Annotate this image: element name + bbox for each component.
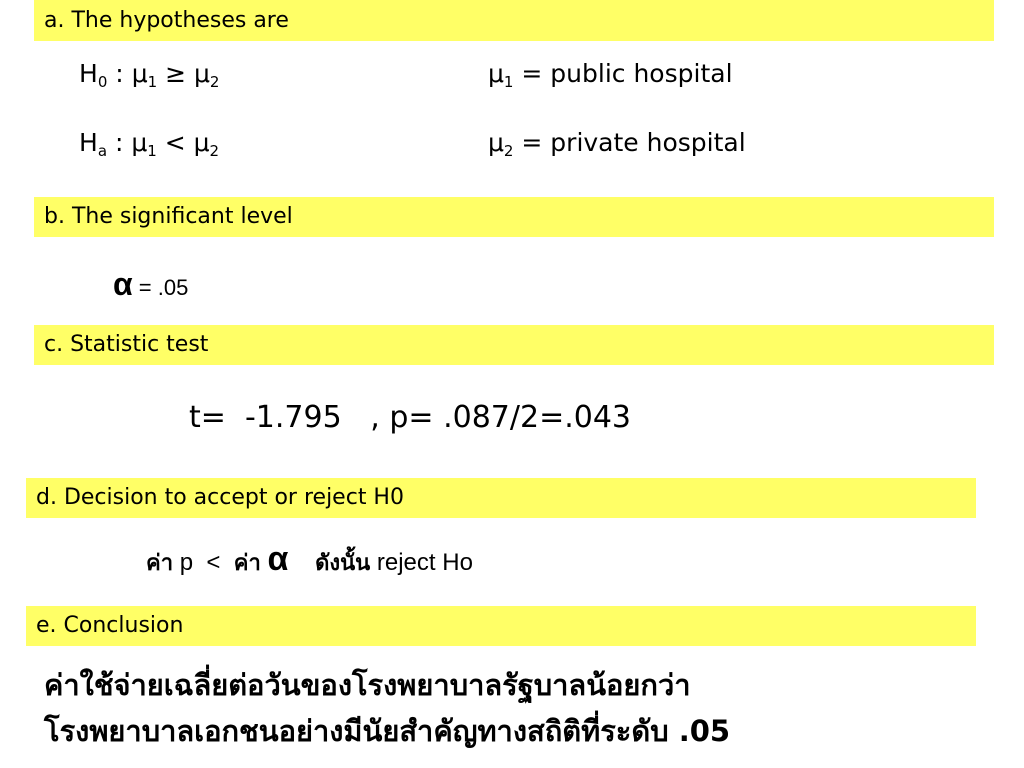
colon: : — [107, 59, 132, 88]
p-label: ค่า — [146, 551, 174, 576]
alpha-symbol: α — [267, 540, 289, 578]
colon: : — [107, 128, 132, 157]
mu-symbol: μ — [131, 128, 148, 157]
h-symbol: H — [79, 128, 98, 157]
alpha-label: ค่า — [233, 551, 261, 576]
mu-subscript: 2 — [503, 142, 514, 160]
mu-symbol: μ — [488, 128, 504, 157]
section-a-heading: a. The hypotheses are — [34, 0, 994, 41]
mu-symbol: μ — [488, 59, 504, 88]
section-e-heading: e. Conclusion — [26, 606, 976, 646]
definition-text: public hospital — [550, 59, 733, 88]
mu-subscript: 1 — [147, 142, 157, 160]
operator: < — [156, 128, 194, 157]
decision-result: reject Ho — [370, 549, 473, 576]
p-text: p < — [173, 549, 234, 576]
alpha-value: = .05 — [132, 275, 189, 300]
mu-subscript: 1 — [503, 73, 514, 91]
mu-symbol: μ — [193, 59, 210, 88]
h-subscript: a — [97, 142, 108, 160]
conclusion-line-1: ค่าใช้จ่ายเฉลี่ยต่อวันของโรงพยาบาลรัฐบาลน้อยกว่า — [44, 668, 691, 702]
mu-subscript: 1 — [147, 73, 158, 91]
mu-symbol: μ — [131, 59, 148, 88]
h-symbol: H — [79, 59, 98, 88]
equals: = — [513, 59, 551, 88]
equals: = — [513, 128, 551, 157]
significance-level — [113, 266, 188, 303]
null-hypothesis — [79, 59, 220, 91]
mu2-definition — [488, 128, 746, 160]
mu1-definition — [488, 59, 733, 91]
alternative-hypothesis — [79, 128, 220, 160]
mu-subscript: 2 — [209, 73, 220, 91]
operator: ≥ — [157, 59, 194, 88]
therefore-label: ดังนั้น — [315, 551, 371, 576]
section-b-heading: b. The significant level — [34, 197, 994, 237]
test-statistic: t= -1.795 , p= .087/2=.043 — [189, 400, 632, 435]
section-c-heading: c. Statistic test — [34, 325, 994, 365]
section-d-heading: d. Decision to accept or reject H0 — [26, 478, 976, 518]
mu-subscript: 2 — [209, 142, 220, 160]
alpha-symbol: α — [113, 266, 133, 302]
h-subscript: 0 — [97, 73, 108, 91]
definition-text: private hospital — [550, 128, 746, 157]
decision-rule — [146, 540, 473, 580]
mu-symbol: μ — [193, 128, 210, 157]
conclusion-line-2: โรงพยาบาลเอกชนอย่างมีนัยสำคัญทางสถิติที่ระดับ .05 — [44, 714, 731, 748]
